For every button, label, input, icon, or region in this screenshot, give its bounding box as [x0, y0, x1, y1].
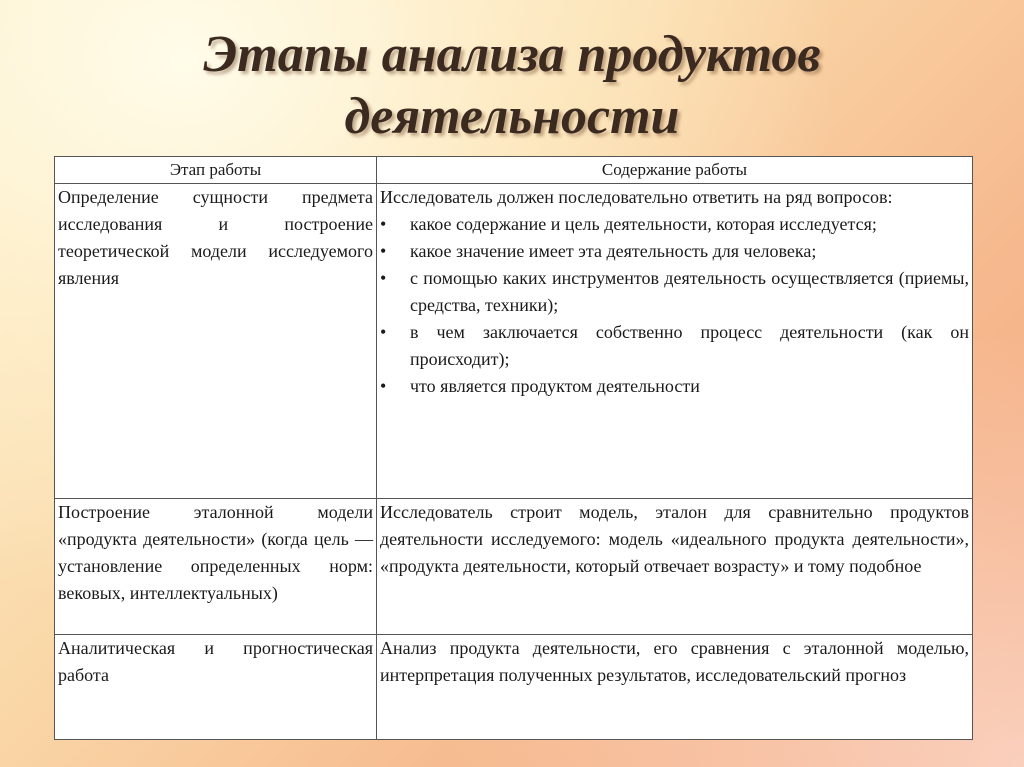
table-row	[55, 634, 973, 739]
row-1-stage: Определение сущности предмета исследования и построение теоретической модели исследуемого явления	[55, 184, 377, 499]
bullet-text: что является продуктом деятельности	[410, 376, 700, 396]
bullet-marker: •	[380, 376, 387, 396]
row-3-content: Анализ продукта деятельности, его сравнения с эталонной моделью, интерпретация полученных результатов, исследовательский прогноз	[377, 634, 973, 739]
list-item	[380, 265, 969, 319]
row-3-stage: Аналитическая и прогностическая работа	[55, 634, 377, 739]
row-2-stage: Построение эталонной модели «продукта деятельности» (когда цель — установление определенных норм: вековых, интеллектуальных)	[55, 498, 377, 634]
header-stage: Этап работы	[55, 157, 377, 184]
slide-title-line-1: Этапы анализа продуктов	[203, 26, 821, 83]
list-item	[380, 373, 969, 400]
list-item	[380, 238, 969, 265]
row-1-intro: Исследователь должен последовательно ответить на ряд вопросов:	[380, 187, 893, 207]
slide-title	[0, 24, 1024, 148]
bullet-marker: •	[380, 241, 387, 261]
bullet-text: какое содержание и цель деятельности, которая исследуется;	[410, 214, 877, 234]
bullet-marker: •	[380, 268, 387, 288]
list-item	[380, 319, 969, 373]
bullet-text: в чем заключается собственно процесс деятельности (как он происходит);	[410, 322, 969, 369]
row-1-content	[377, 184, 973, 499]
bullet-text: какое значение имеет эта деятельность для человека;	[410, 241, 817, 261]
list-item	[380, 211, 969, 238]
bullet-marker: •	[380, 214, 387, 234]
row-2-content: Исследователь строит модель, эталон для сравнительно продуктов деятельности исследуемого: модель «идеального продукта деятельности», «продукта деятельности, который отвечает возрасту» и тому подобное	[377, 498, 973, 634]
table-row	[55, 184, 973, 499]
stages-table	[54, 156, 973, 740]
table-header-row	[55, 157, 973, 184]
slide-title-line-2: деятельности	[344, 88, 680, 145]
bullet-text: с помощью каких инструментов деятельность осуществляется (приемы, средства, техники);	[410, 268, 969, 315]
table-row	[55, 498, 973, 634]
header-content: Содержание работы	[377, 157, 973, 184]
bullet-marker: •	[380, 322, 387, 342]
